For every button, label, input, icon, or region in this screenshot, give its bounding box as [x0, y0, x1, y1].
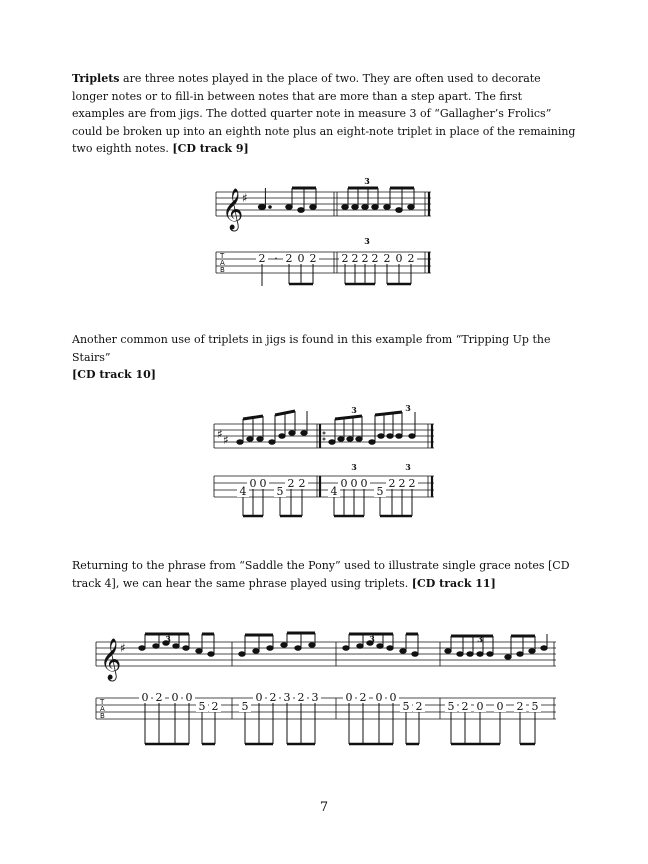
tab-number: 5	[276, 485, 284, 498]
tab-number: 0	[297, 252, 305, 265]
tab-number: 0	[389, 691, 397, 704]
tab-number: 5	[376, 485, 384, 498]
tab-letter-b: B	[100, 712, 105, 720]
tab-number: 2	[309, 252, 317, 265]
tab-letter-t: T	[220, 252, 225, 260]
tab-number: 4	[330, 485, 338, 498]
tab-number: 2	[388, 477, 396, 490]
tab-number: 0	[185, 691, 193, 704]
tab-number: 0	[171, 691, 179, 704]
tab-number: 5	[198, 700, 206, 713]
paragraph-text: Returning to the phrase from “Saddle the Pony” used to illustrate single grace notes [CD track 4], we can hear the same phrase played using triplets.	[72, 559, 570, 590]
triplet-label: 3	[364, 236, 370, 246]
music-example-2	[214, 402, 439, 522]
tab-number: 2	[351, 252, 359, 265]
tab-number: 0	[255, 691, 263, 704]
tab-number: 2	[383, 252, 391, 265]
tab-number: 3	[311, 691, 319, 704]
music-example-3	[96, 630, 561, 752]
paragraph-text: are three notes played in the place of two. They are often used to decorate longer notes or to fill-in between notes that are more than a step apart. The first examples are from jigs. The dotted quarter note in measure 3 of “Gallagher’s Frolics” could be broken up into an eighth note plus an eight-note triplet in place of the remaining two eighth notes.	[72, 72, 576, 155]
tab-number: 2	[211, 700, 219, 713]
paragraph-tripping-up-the-stairs	[72, 331, 576, 384]
paragraph-triplets	[72, 70, 576, 158]
cd-track-label: [CD track 10]	[72, 368, 156, 381]
triplet-label: 3	[405, 403, 411, 413]
triplet-label: 3	[351, 462, 357, 472]
page-number: 7	[319, 800, 329, 815]
tab-number: 2	[516, 700, 524, 713]
tab-number: 4	[239, 485, 247, 498]
tab-number: 0	[340, 477, 348, 490]
tab-number: 0	[360, 477, 368, 490]
tab-number: 0	[249, 477, 257, 490]
treble-clef-icon: 𝄞	[100, 639, 122, 680]
sharp-icon: ♯	[242, 191, 248, 205]
tab-number: 2	[461, 700, 469, 713]
sharp-icon: ♯	[217, 427, 223, 441]
tab-number: 0	[141, 691, 149, 704]
tab-number: 0	[350, 477, 358, 490]
music-example-1	[216, 176, 436, 290]
term-triplets: Triplets	[72, 72, 120, 85]
cd-track-label: [CD track 9]	[172, 142, 249, 155]
tab-number: 2	[258, 252, 266, 265]
notation-svg-1	[216, 176, 436, 290]
tab-letter-t: T	[100, 698, 105, 706]
tab-number: 5	[402, 700, 410, 713]
tab-number: 2	[408, 477, 416, 490]
tab-number: 3	[283, 691, 291, 704]
sharp-icon: ♯	[223, 433, 229, 447]
tab-number: 2	[297, 691, 305, 704]
tab-number: 2	[287, 477, 295, 490]
notation-svg-2	[214, 402, 439, 522]
tab-number: 0	[345, 691, 353, 704]
tab-letter-b: B	[220, 266, 225, 274]
tab-number: 0	[395, 252, 403, 265]
tab-number: 2	[341, 252, 349, 265]
tab-number: 0	[259, 477, 267, 490]
triplet-label: 3	[364, 176, 370, 186]
tab-number: 2	[155, 691, 163, 704]
triplet-label: 3	[405, 462, 411, 472]
tab-number: 5	[531, 700, 539, 713]
tab-number: 0	[496, 700, 504, 713]
tab-letter-a: A	[100, 705, 105, 713]
cd-track-label: [CD track 11]	[411, 576, 496, 590]
tab-number: 2	[407, 252, 415, 265]
tab-number: 2	[359, 691, 367, 704]
sharp-icon: ♯	[120, 641, 126, 655]
tab-number: 2	[298, 477, 306, 490]
triplet-label: 3	[351, 405, 357, 415]
treble-clef-icon: 𝄞	[222, 189, 244, 230]
tab-number: 2	[398, 477, 406, 490]
notation-svg-3	[96, 630, 561, 752]
paragraph-text: Another common use of triplets in jigs is found in this example from “Tripping Up the Stairs”	[72, 333, 551, 364]
triplet-label: 3	[477, 634, 483, 644]
tab-number: 0	[375, 691, 383, 704]
tab-number: 2	[269, 691, 277, 704]
triplet-label: 3	[165, 634, 171, 644]
tab-number: 0	[476, 700, 484, 713]
tab-dot: ·	[274, 252, 278, 265]
tab-number: 2	[371, 252, 379, 265]
paragraph-saddle-the-pony	[72, 557, 576, 592]
tab-number: 5	[447, 700, 455, 713]
tab-number: 2	[415, 700, 423, 713]
tab-number: 2	[361, 252, 369, 265]
tab-number: 5	[241, 700, 249, 713]
tab-letter-a: A	[220, 259, 225, 267]
triplet-label: 3	[369, 634, 375, 644]
tab-number: 2	[285, 252, 293, 265]
